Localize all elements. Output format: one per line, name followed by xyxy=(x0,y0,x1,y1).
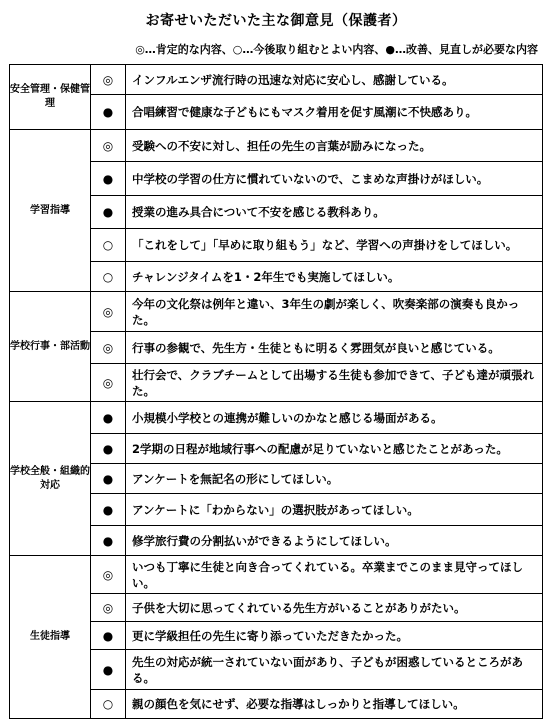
comment-cell: 中学校の学習の仕方に慣れていないので、こまめな声掛けがほしい。 xyxy=(126,162,543,196)
comment-cell: アンケートを無記名の形にしてほしい。 xyxy=(126,464,543,494)
filled-circle-icon: ● xyxy=(102,105,114,119)
comment-cell: 今年の文化祭は例年と違い、3年生の劇が楽しく、吹奏楽部の演奏も良かった。 xyxy=(126,292,543,332)
feedback-table xyxy=(9,64,543,719)
mark-cell xyxy=(91,402,126,434)
comment-cell: 授業の進み具合について不安を感じる教科あり。 xyxy=(126,196,543,229)
mark-cell xyxy=(91,434,126,464)
comment-cell: 受験への不安に対し、担任の先生の言葉が励みになった。 xyxy=(126,130,543,162)
category-cell: 安全管理・保健管理 xyxy=(10,65,91,130)
comment-cell: 修学旅行費の分割払いができるようにしてほしい。 xyxy=(126,526,543,556)
table-row xyxy=(10,130,543,162)
category-cell: 学習指導 xyxy=(10,130,91,292)
comment-cell: 更に学級担任の先生に寄り添っていただきたかった。 xyxy=(126,622,543,650)
mark-cell xyxy=(91,622,126,650)
filled-circle-icon: ● xyxy=(102,205,114,219)
filled-circle-icon: ● xyxy=(102,533,114,548)
comment-cell: 2学期の日程が地域行事への配慮が足りていないと感じたことがあった。 xyxy=(126,434,543,464)
double-circle-icon: ◎ xyxy=(102,72,114,87)
filled-circle-icon: ● xyxy=(102,441,114,456)
mark-cell xyxy=(91,464,126,494)
double-circle-icon: ◎ xyxy=(102,567,114,582)
double-circle-icon: ◎ xyxy=(102,138,114,153)
mark-cell xyxy=(91,332,126,364)
comment-cell: 小規模小学校との連携が難しいのかなと感じる場面がある。 xyxy=(126,402,543,434)
mark-cell xyxy=(91,130,126,162)
comment-cell: いつも丁寧に生徒と向き合ってくれている。卒業までこのまま見守ってほしい。 xyxy=(126,556,543,594)
filled-circle-icon: ● xyxy=(102,502,114,517)
mark-cell xyxy=(91,196,126,229)
category-cell: 生徒指導 xyxy=(10,556,91,719)
filled-circle-icon: ● xyxy=(102,171,114,186)
filled-circle-icon: ● xyxy=(102,662,114,677)
open-circle-icon: ○ xyxy=(102,269,114,284)
double-circle-icon: ◎ xyxy=(102,340,114,355)
mark-cell xyxy=(91,650,126,690)
mark-cell xyxy=(91,526,126,556)
mark-cell xyxy=(91,162,126,196)
mark-cell xyxy=(91,690,126,719)
mark-cell xyxy=(91,364,126,402)
category-cell: 学校全般・組織的対応 xyxy=(10,402,91,556)
symbol-legend: ◎…肯定的な内容、○…今後取り組むとよい内容、●…改善、見直しが必要な内容 xyxy=(135,43,538,56)
document-title: お寄せいただいた主な御意見（保護者） xyxy=(145,13,407,29)
comment-cell: チャレンジタイムを1・2年生でも実施してほしい。 xyxy=(126,262,543,292)
comment-cell: 先生の対応が統一されていない面があり、子どもが困惑しているところがある。 xyxy=(126,650,543,690)
comment-cell: インフルエンザ流行時の迅速な対応に安心し、感謝している。 xyxy=(126,65,543,95)
mark-cell xyxy=(91,65,126,95)
double-circle-icon: ◎ xyxy=(102,304,114,319)
open-circle-icon: ○ xyxy=(102,697,114,711)
mark-cell xyxy=(91,229,126,262)
double-circle-icon: ◎ xyxy=(102,600,114,615)
mark-cell xyxy=(91,494,126,526)
table-row xyxy=(10,556,543,594)
double-circle-icon: ◎ xyxy=(102,375,114,390)
mark-cell xyxy=(91,292,126,332)
comment-cell: 行事の参観で、先生方・生徒ともに明るく雰囲気が良いと感じている。 xyxy=(126,332,543,364)
comment-cell: 壮行会で、クラブチームとして出場する生徒も参加できて、子ども達が頑張れた。 xyxy=(126,364,543,402)
filled-circle-icon: ● xyxy=(102,471,114,486)
mark-cell xyxy=(91,95,126,130)
table-row xyxy=(10,65,543,95)
table-row xyxy=(10,292,543,332)
table-row xyxy=(10,402,543,434)
comment-cell: 「これをして」「早めに取り組もう」など、学習への声掛けをしてほしい。 xyxy=(126,229,543,262)
comment-cell: 親の顔色を気にせず、必要な指導はしっかりと指導してほしい。 xyxy=(126,690,543,719)
filled-circle-icon: ● xyxy=(102,628,114,643)
comment-cell: アンケートに「わからない」の選択肢があってほしい。 xyxy=(126,494,543,526)
filled-circle-icon: ● xyxy=(102,410,114,425)
mark-cell xyxy=(91,594,126,622)
comment-cell: 合唱練習で健康な子どもにもマスク着用を促す風潮に不快感あり。 xyxy=(126,95,543,130)
comment-cell: 子供を大切に思ってくれている先生方がいることがありがたい。 xyxy=(126,594,543,622)
mark-cell xyxy=(91,556,126,594)
mark-cell xyxy=(91,262,126,292)
open-circle-icon: ○ xyxy=(102,238,114,252)
category-cell: 学校行事・部活動 xyxy=(10,292,91,402)
